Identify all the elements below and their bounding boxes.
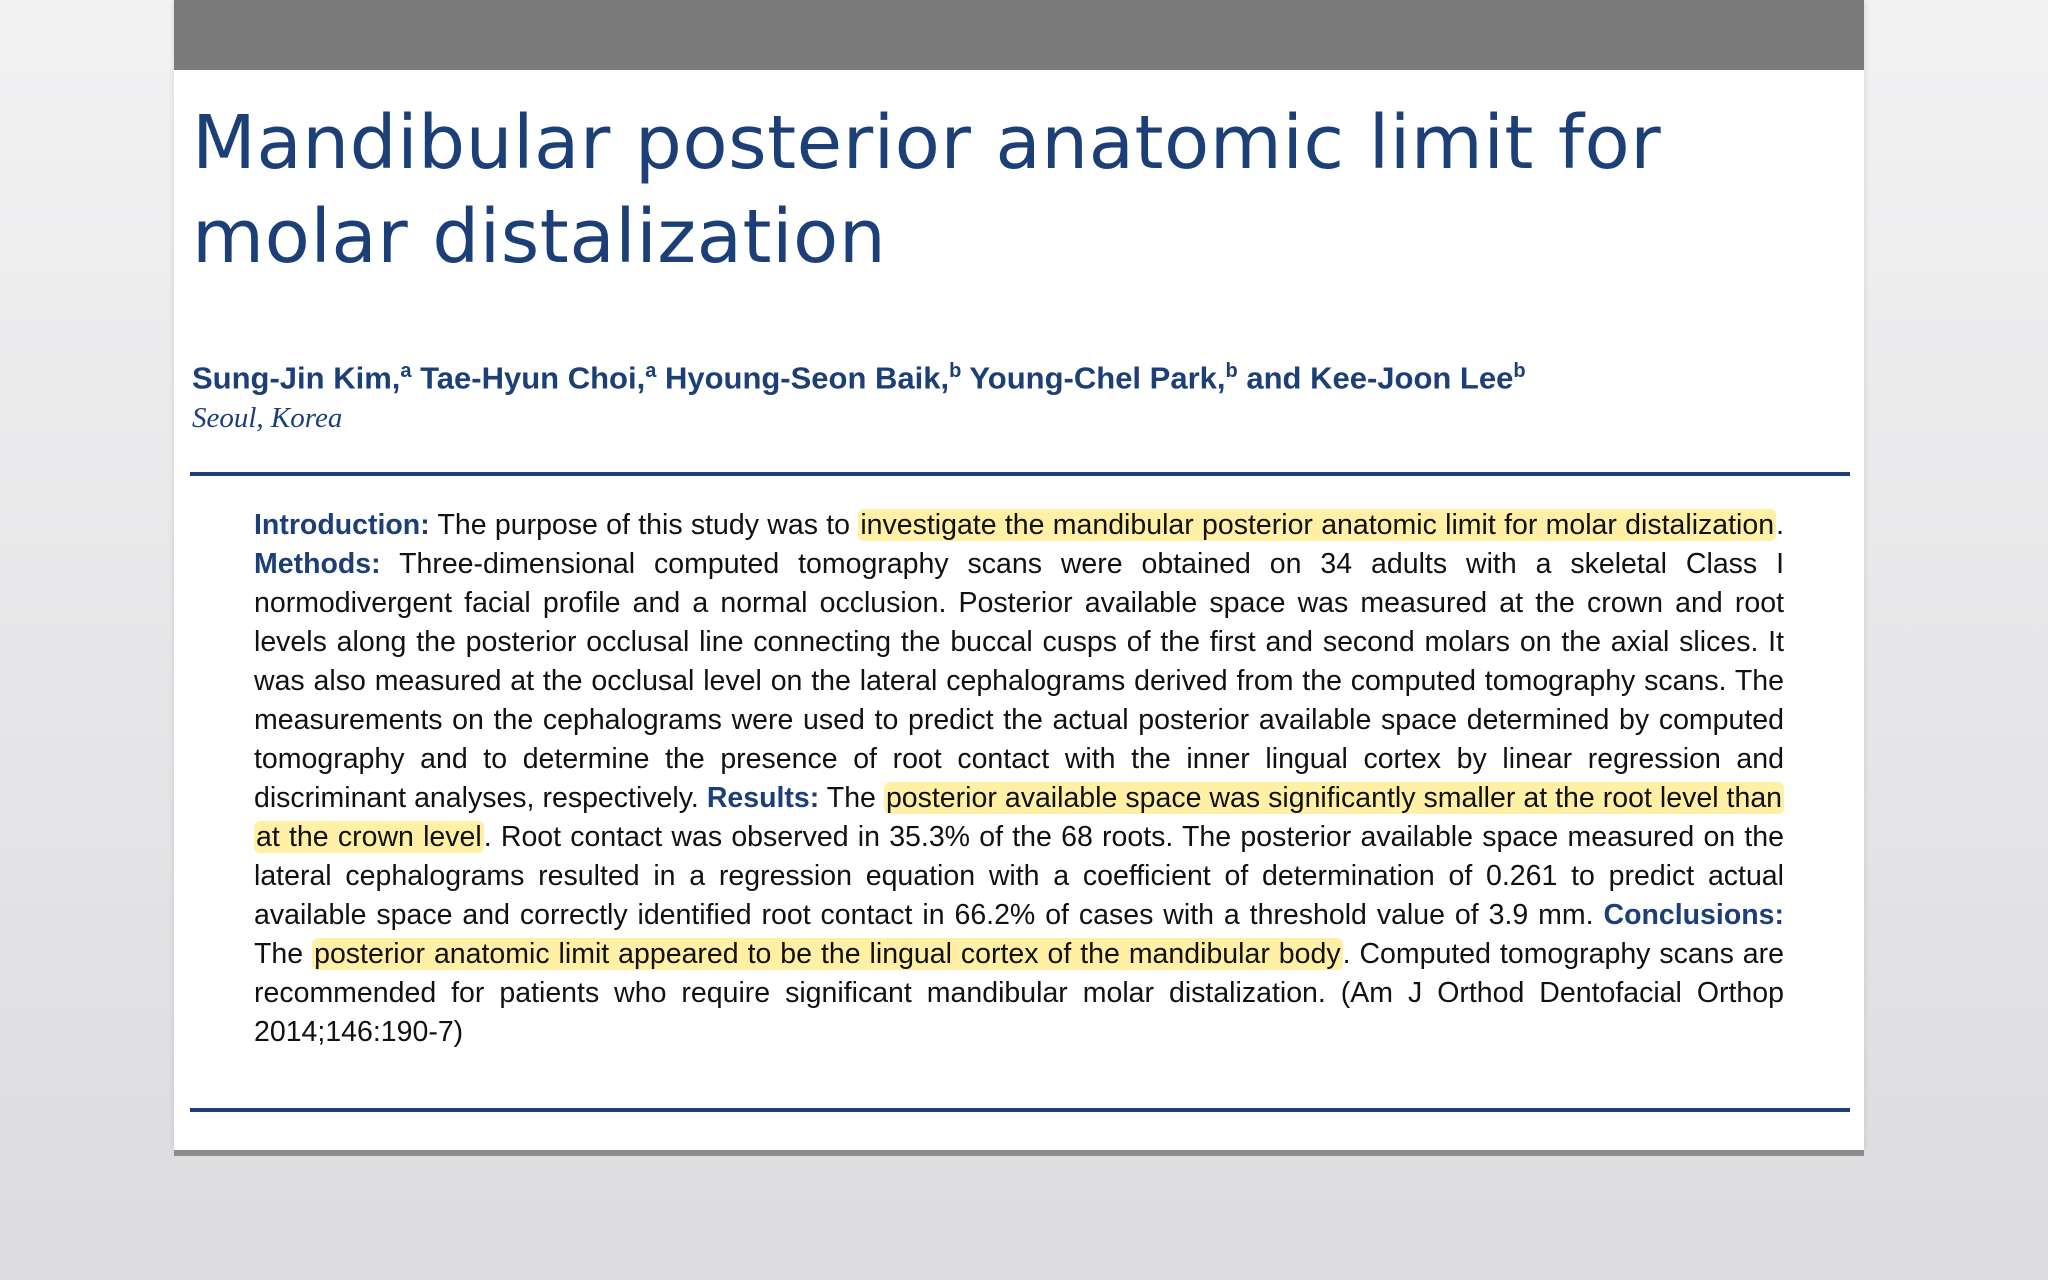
author-location: Seoul, Korea [192,402,343,434]
author-affiliation: a [645,360,657,382]
abstract-text: The [826,782,876,814]
slide-panel [174,0,1864,1150]
author-affiliation: b [949,360,962,382]
author-name: Tae-Hyun Choi, [420,360,646,396]
divider-top [190,472,1850,476]
highlighted-text: posterior available space was significantly smaller at the root level than at the crown level [256,782,1783,853]
author-affiliation: b [1225,360,1238,382]
author-name: Young-Chel Park, [969,360,1226,396]
slide-bottom-edge [174,1150,1864,1156]
highlighted-text: posterior anatomic limit appeared to be the lingual cortex of the mandibular body [314,938,1341,970]
abstract-text: . Root contact was observed in 35.3% of the 68 roots. The posterior available space measured on the lateral cephalograms resulted in a regression equation with a coefficient of determination of 0.261 to predict actual available space and correctly identified root contact in 66.2% of cases with a threshold value of 3.9 mm. [254,821,1784,931]
author-affiliation: a [400,360,412,382]
abstract-text: . [1776,509,1785,541]
divider-bottom [190,1108,1850,1112]
slide-top-bar [174,0,1864,70]
author-list [192,360,1852,396]
abstract-text: Three-dimensional computed tomography scans were obtained on 34 adults with a skeletal Class I normodivergent facial profile and a normal occlusion. Posterior available space was measured at the crown and root levels along the posterior occlusal line connecting the buccal cusps of the first and second molars on the axial slices. It was also measured at the occlusal level on the lateral cephalograms derived from the computed tomography scans. The measurements on the cephalograms were used to predict the actual posterior available space determined by computed tomography and to determine the presence of root contact with the inner lingual cortex by linear regression and discriminant analyses, respectively. [254,548,1784,814]
author-affiliation: b [1513,360,1526,382]
abstract-text: The purpose of this study was to [437,509,851,541]
abstract [254,506,1784,1052]
section-label-results: Results: [706,782,820,814]
abstract-text: The [254,938,304,970]
author-name: Hyoung-Seon Baik, [664,360,950,396]
author-name: and Kee-Joon Lee [1246,360,1514,396]
section-label-methods: Methods: [254,548,381,580]
paper-title: Mandibular posterior anatomic limit for molar distalization [192,100,1662,280]
abstract-text: . Computed tomography scans are recommended for patients who require significant mandibular molar distalization. (Am J Orthod Dentofacial Orthop 2014;146:190-7) [254,938,1784,1048]
highlighted-text: investigate the mandibular posterior anatomic limit for molar distalization [860,509,1775,541]
author-name: Sung-Jin Kim, [192,360,401,396]
section-label-conclusions: Conclusions: [1603,899,1784,931]
section-label-introduction: Introduction: [254,509,430,541]
